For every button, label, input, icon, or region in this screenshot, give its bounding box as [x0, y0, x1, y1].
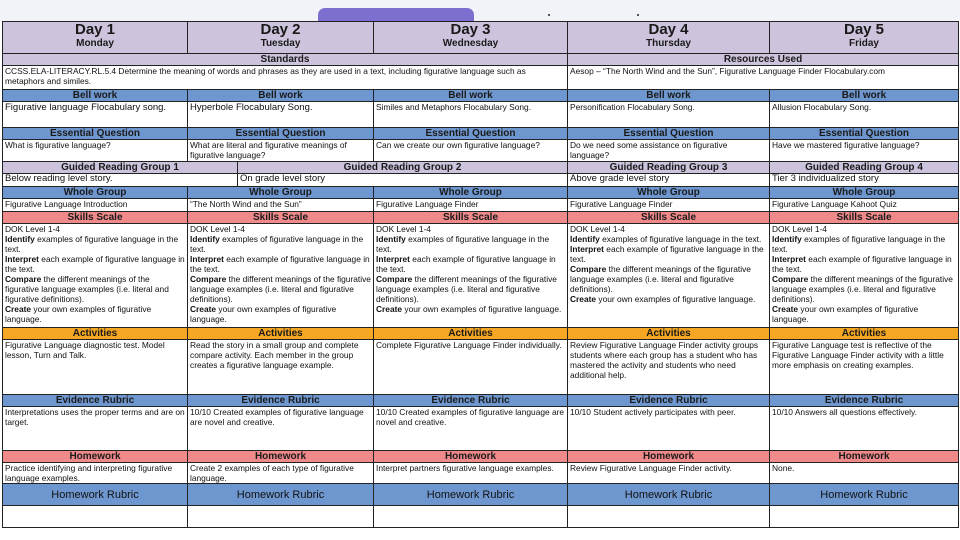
skills-scale-text: examples of figurative language in the text.: [772, 234, 946, 254]
evidence-rubric-day-1: Interpretations uses the proper terms and are on target.: [3, 407, 188, 451]
evidence-rubric-day-5: 10/10 Answers all questions effectively.: [770, 407, 959, 451]
top-strip: [0, 0, 960, 22]
skills-scale-verb: Compare: [772, 274, 809, 284]
skills-scale-verb: Interpret: [570, 244, 604, 254]
decor-dot: [548, 14, 550, 16]
essential-question-label: Essential Question: [374, 128, 568, 140]
bell-work-label: Bell work: [3, 90, 188, 102]
essential-question-day-5: Have we mastered figurative language?: [770, 140, 959, 162]
skills-scale-line: [772, 274, 956, 304]
skills-scale-text: the different meanings of the figurative language examples (i.e. literal and figurative definitions).: [570, 264, 751, 294]
skills-scale-line: [5, 304, 185, 324]
skills-scale-text: DOK Level 1-4: [190, 224, 245, 234]
bell-work-day-2: Hyperbole Flocabulary Song.: [188, 102, 374, 128]
skills-scale-verb: Identify: [570, 234, 600, 244]
resources-text: Aesop – “The North Wind and the Sun”, Figurative Language Finder Flocabulary.com: [568, 66, 959, 90]
skills-scale-line: [376, 224, 565, 234]
homework-rubric-label: Homework Rubric: [3, 484, 188, 506]
guided-reading-group-1: Below reading level story.: [3, 174, 238, 187]
slide-tab-decoration: [318, 8, 474, 22]
activities-header-row: [3, 328, 959, 340]
guided-reading-group-2-label: Guided Reading Group 2: [238, 162, 568, 174]
skills-scale-verb: Interpret: [772, 254, 806, 264]
whole-group-label: Whole Group: [374, 187, 568, 199]
skills-scale-text: examples of figurative language in the text.: [190, 234, 364, 254]
homework-day-1: Practice identifying and interpreting figurative language examples.: [3, 463, 188, 484]
resources-label: Resources Used: [568, 54, 959, 66]
skills-scale-verb: Create: [570, 294, 597, 304]
activities-day-4: Review Figurative Language Finder activity groups students where each group has a student who has mastered the activity and students who need additional help.: [568, 340, 770, 395]
skills-scale-line: [376, 254, 565, 274]
skills-scale-text: DOK Level 1-4: [5, 224, 60, 234]
activities-day-2: Read the story in a small group and complete compare activity. Each member in the group creates a figurative language example.: [188, 340, 374, 395]
skills-scale-verb: Compare: [190, 274, 227, 284]
essential-question-day-3: Can we create our own figurative language?: [374, 140, 568, 162]
skills-scale-verb: Compare: [5, 274, 42, 284]
standards-row: [3, 66, 959, 90]
skills-scale-line: [772, 304, 956, 324]
skills-scale-verb: Compare: [570, 264, 607, 274]
whole-group-header-row: [3, 187, 959, 199]
evidence-rubric-row: [3, 407, 959, 451]
skills-scale-text: your own examples of figurative language.: [772, 304, 919, 324]
skills-scale-line: [376, 234, 565, 254]
whole-group-label: Whole Group: [770, 187, 959, 199]
skills-scale-day-3: [374, 224, 568, 328]
skills-scale-text: examples of figurative language in the text.: [376, 234, 550, 254]
skills-scale-row: [3, 224, 959, 328]
skills-scale-line: [376, 274, 565, 304]
activities-day-1: Figurative Language diagnostic test. Model lesson, Turn and Talk.: [3, 340, 188, 395]
whole-group-label: Whole Group: [188, 187, 374, 199]
day-4-header: Day 4 Thursday: [568, 22, 770, 54]
skills-scale-label: Skills Scale: [374, 212, 568, 224]
whole-group-row: [3, 199, 959, 212]
homework-rubric-row: [3, 506, 959, 528]
guided-reading-header-row: [3, 162, 959, 174]
evidence-rubric-label: Evidence Rubric: [568, 395, 770, 407]
essential-question-header-row: [3, 128, 959, 140]
decor-dot: [637, 14, 639, 16]
skills-scale-text: the different meanings of the figurative language examples (i.e. literal and figurative definitions).: [772, 274, 953, 304]
essential-question-label: Essential Question: [188, 128, 374, 140]
evidence-rubric-label: Evidence Rubric: [3, 395, 188, 407]
essential-question-label: Essential Question: [568, 128, 770, 140]
skills-scale-text: your own examples of figurative language.: [5, 304, 152, 324]
guided-reading-group-4-label: Guided Reading Group 4: [770, 162, 959, 174]
guided-reading-group-1-label: Guided Reading Group 1: [3, 162, 238, 174]
standards-text: CCSS.ELA-LITERACY.RL.5.4 Determine the meaning of words and phrases as they are used in a text, including figurative language such as metaphors and similes.: [3, 66, 568, 90]
bell-work-label: Bell work: [568, 90, 770, 102]
evidence-rubric-day-3: 10/10 Created examples of figurative language are novel and creative.: [374, 407, 568, 451]
homework-header-row: [3, 451, 959, 463]
homework-rubric-label: Homework Rubric: [374, 484, 568, 506]
skills-scale-text: DOK Level 1-4: [570, 224, 625, 234]
homework-day-5: None.: [770, 463, 959, 484]
skills-scale-verb: Interpret: [376, 254, 410, 264]
whole-group-day-4: Figurative Language Finder: [568, 199, 770, 212]
skills-scale-line: [190, 234, 371, 254]
skills-scale-text: your own examples of figurative language.: [402, 304, 562, 314]
guided-reading-group-3-label: Guided Reading Group 3: [568, 162, 770, 174]
day-5-header: Day 5 Friday: [770, 22, 959, 54]
skills-scale-day-4: [568, 224, 770, 328]
skills-scale-line: [5, 254, 185, 274]
evidence-rubric-label: Evidence Rubric: [770, 395, 959, 407]
skills-scale-day-1: [3, 224, 188, 328]
skills-scale-line: [190, 224, 371, 234]
skills-scale-text: each example of figurative language in the text.: [5, 254, 185, 274]
standards-label: Standards: [3, 54, 568, 66]
bell-work-label: Bell work: [770, 90, 959, 102]
skills-scale-line: [5, 274, 185, 304]
lesson-plan-table: [2, 21, 959, 528]
whole-group-label: Whole Group: [3, 187, 188, 199]
skills-scale-text: each example of figurative language in the text.: [376, 254, 556, 274]
skills-scale-text: each example of figurative language in the text.: [772, 254, 952, 274]
day-1-header: Day 1 Monday: [3, 22, 188, 54]
skills-scale-label: Skills Scale: [770, 212, 959, 224]
activities-label: Activities: [374, 328, 568, 340]
skills-scale-verb: Interpret: [190, 254, 224, 264]
homework-day-3: Interpret partners figurative language examples.: [374, 463, 568, 484]
skills-scale-line: [570, 234, 767, 244]
evidence-rubric-day-2: 10/10 Created examples of figurative language are novel and creative.: [188, 407, 374, 451]
bell-work-label: Bell work: [374, 90, 568, 102]
whole-group-day-3: Figurative Language Finder: [374, 199, 568, 212]
activities-label: Activities: [3, 328, 188, 340]
day-3-header: Day 3 Wednesday: [374, 22, 568, 54]
skills-scale-text: DOK Level 1-4: [772, 224, 827, 234]
skills-scale-label: Skills Scale: [568, 212, 770, 224]
guided-reading-row: [3, 174, 959, 187]
evidence-rubric-header-row: [3, 395, 959, 407]
skills-scale-verb: Identify: [772, 234, 802, 244]
skills-scale-line: [570, 264, 767, 294]
essential-question-day-4: Do we need some assistance on figurative language?: [568, 140, 770, 162]
skills-scale-verb: Interpret: [5, 254, 39, 264]
skills-scale-text: each example of figurative language in the text.: [190, 254, 370, 274]
essential-question-row: [3, 140, 959, 162]
skills-scale-verb: Create: [376, 304, 403, 314]
skills-scale-line: [5, 234, 185, 254]
homework-rubric-day-5: [770, 506, 959, 528]
skills-scale-line: [570, 294, 767, 304]
skills-scale-line: [570, 224, 767, 234]
skills-scale-line: [376, 304, 565, 314]
skills-scale-text: the different meanings of the figurative language examples (i.e. literal and figurative definitions).: [190, 274, 371, 304]
skills-scale-text: examples of figurative language in the text.: [5, 234, 179, 254]
skills-scale-verb: Identify: [376, 234, 406, 244]
whole-group-day-5: Figurative Language Kahoot Quiz: [770, 199, 959, 212]
bell-work-row: [3, 102, 959, 128]
day-2-header: Day 2 Tuesday: [188, 22, 374, 54]
skills-scale-text: examples of figurative language in the text.: [599, 234, 762, 244]
homework-day-4: Review Figurative Language Finder activity.: [568, 463, 770, 484]
essential-question-label: Essential Question: [3, 128, 188, 140]
skills-scale-verb: Identify: [190, 234, 220, 244]
skills-scale-line: [190, 274, 371, 304]
skills-scale-text: your own examples of figurative language.: [190, 304, 337, 324]
standards-header-row: [3, 54, 959, 66]
evidence-rubric-label: Evidence Rubric: [188, 395, 374, 407]
skills-scale-text: your own examples of figurative language.: [596, 294, 756, 304]
homework-label: Homework: [3, 451, 188, 463]
activities-label: Activities: [770, 328, 959, 340]
guided-reading-group-3: Above grade level story: [568, 174, 770, 187]
essential-question-day-1: What is figurative language?: [3, 140, 188, 162]
whole-group-day-2: “The North Wind and the Sun”: [188, 199, 374, 212]
activities-day-3: Complete Figurative Language Finder individually.: [374, 340, 568, 395]
activities-row: [3, 340, 959, 395]
evidence-rubric-day-4: 10/10 Student actively participates with peer.: [568, 407, 770, 451]
whole-group-label: Whole Group: [568, 187, 770, 199]
homework-rubric-day-2: [188, 506, 374, 528]
skills-scale-line: [772, 224, 956, 234]
homework-rubric-header-row: [3, 484, 959, 506]
homework-rubric-day-3: [374, 506, 568, 528]
activities-label: Activities: [188, 328, 374, 340]
whole-group-day-1: Figurative Language Introduction: [3, 199, 188, 212]
skills-scale-label: Skills Scale: [3, 212, 188, 224]
bell-work-day-5: Allusion Flocabulary Song.: [770, 102, 959, 128]
skills-scale-verb: Compare: [376, 274, 413, 284]
skills-scale-line: [5, 224, 185, 234]
skills-scale-line: [190, 254, 371, 274]
day-header-row: [3, 22, 959, 54]
homework-rubric-label: Homework Rubric: [568, 484, 770, 506]
skills-scale-day-2: [188, 224, 374, 328]
bell-work-header-row: [3, 90, 959, 102]
skills-scale-label: Skills Scale: [188, 212, 374, 224]
homework-label: Homework: [188, 451, 374, 463]
essential-question-label: Essential Question: [770, 128, 959, 140]
homework-label: Homework: [770, 451, 959, 463]
guided-reading-group-2: On grade level story: [238, 174, 568, 187]
activities-label: Activities: [568, 328, 770, 340]
homework-label: Homework: [568, 451, 770, 463]
homework-label: Homework: [374, 451, 568, 463]
skills-scale-text: the different meanings of the figurative language examples (i.e. literal and figurative definitions).: [376, 274, 557, 304]
skills-scale-verb: Create: [190, 304, 217, 314]
skills-scale-text: each example of figurative language in the text.: [570, 244, 764, 264]
bell-work-label: Bell work: [188, 90, 374, 102]
skills-scale-verb: Identify: [5, 234, 35, 244]
skills-scale-day-5: [770, 224, 959, 328]
skills-scale-text: DOK Level 1-4: [376, 224, 431, 234]
skills-scale-verb: Create: [772, 304, 799, 314]
evidence-rubric-label: Evidence Rubric: [374, 395, 568, 407]
skills-scale-line: [570, 244, 767, 264]
homework-row: [3, 463, 959, 484]
skills-scale-header-row: [3, 212, 959, 224]
activities-day-5: Figurative Language test is reflective of the Figurative Language Finder activity with a little more emphasis on creating examples.: [770, 340, 959, 395]
essential-question-day-2: What are literal and figurative meanings of figurative language?: [188, 140, 374, 162]
bell-work-day-1: Figurative language Flocabulary song.: [3, 102, 188, 128]
skills-scale-line: [190, 304, 371, 324]
homework-rubric-label: Homework Rubric: [188, 484, 374, 506]
homework-rubric-day-4: [568, 506, 770, 528]
skills-scale-verb: Create: [5, 304, 32, 314]
skills-scale-text: the different meanings of the figurative language examples (i.e. literal and figurative definitions).: [5, 274, 169, 304]
bell-work-day-4: Personification Flocabulary Song.: [568, 102, 770, 128]
homework-rubric-label: Homework Rubric: [770, 484, 959, 506]
skills-scale-line: [772, 254, 956, 274]
guided-reading-group-4: Tier 3 individualized story: [770, 174, 959, 187]
skills-scale-line: [772, 234, 956, 254]
homework-rubric-day-1: [3, 506, 188, 528]
homework-day-2: Create 2 examples of each type of figurative language.: [188, 463, 374, 484]
bell-work-day-3: Similes and Metaphors Flocabulary Song.: [374, 102, 568, 128]
